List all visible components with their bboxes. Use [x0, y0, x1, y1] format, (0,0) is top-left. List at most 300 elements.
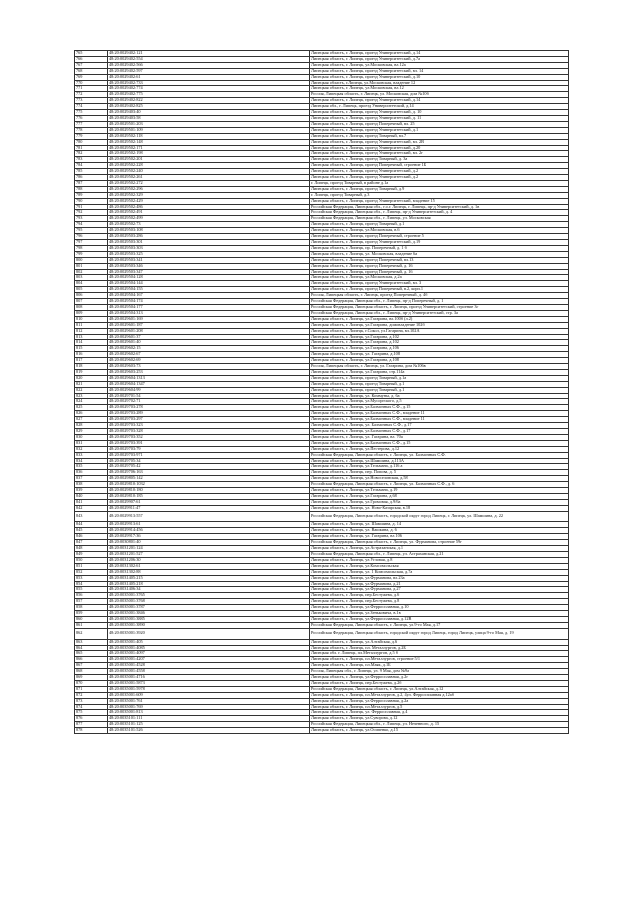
cadastral-number-cell: 48:20:0029913:557	[108, 511, 310, 522]
row-number-cell: 805	[75, 287, 108, 293]
row-number-cell: 859	[75, 611, 108, 617]
cadastral-number-cell: 48:20:0035001:3920	[108, 628, 310, 639]
cadastral-number-cell: 48:20:0029603:73	[108, 364, 310, 370]
row-number-cell: 815	[75, 346, 108, 352]
address-cell: Липецкая область, г. Липецк, проезд Товарный, д.9	[310, 186, 569, 192]
address-cell: Российская Федерация, Липецкая область, г. Липецк, ул. Фурманова, строение 59г	[310, 540, 569, 546]
address-cell: Липецкая область, г. Липецк, пер. Попова, д. 5	[310, 470, 569, 476]
address-cell: Липецкая область, г. Липецк, ул.Ферросплавная, д.12В	[310, 616, 569, 622]
address-cell: Российская Федерация, Липецкая обл., г. Липецк, ул. Московская	[310, 216, 569, 222]
cadastral-number-cell: 48:20:0029602:15	[108, 346, 310, 352]
address-cell: Россия, Липецкая область, г. Липецк, проезд Поперечный, д. 4б	[310, 293, 569, 299]
row-number-cell: 801	[75, 263, 108, 269]
row-number-cell: 838	[75, 482, 108, 488]
cadastral-number-cell: 48:20:0029602:69	[108, 358, 310, 364]
row-number-cell: 863	[75, 639, 108, 645]
cadastral-number-cell: 48:20:0029810:180	[108, 488, 310, 494]
cadastral-number-cell: 48:20:0029601:37	[108, 334, 310, 340]
address-cell: Липецкая область, г. Липецк, проезд Университетский, д.1	[310, 127, 569, 133]
cadastral-number-cell: 48:20:0029601:187	[108, 322, 310, 328]
address-cell: Липецкая область, г. Липецк, ул.Новоселовская, д.58	[310, 476, 569, 482]
address-cell: Российская Федерация, Липецкая область, г. Липецк, ул.Алтайская, д.12	[310, 686, 569, 692]
address-cell: Россия, Липецкая область, г. Липецк, ул. Московская, дом №10б	[310, 92, 569, 98]
address-cell: Липецкая область, г. Липецк, проезд Университетский, д.14	[310, 51, 569, 57]
cadastral-number-cell: 48:20:0029502:296	[108, 186, 310, 192]
address-cell: Липецкая область, г. Липецк, пр. Поперечный, д. 1 б	[310, 245, 569, 251]
address-cell: Липецкая область, г. Липецк, проезд Университетский, д.2	[310, 169, 569, 175]
address-cell: Липецкая область, г. Липецк, ул.Московская, вл.12а	[310, 62, 569, 68]
row-number-cell: 768	[75, 68, 108, 74]
address-cell: Липецкая область, г. Липецк, ул. Шамшина, д. 14	[310, 522, 569, 528]
address-cell: Липецкая область, г. Липецк, ул.Осипенко, д.15	[310, 728, 569, 734]
cadastral-number-cell: 48:20:0035001:3890	[108, 622, 310, 628]
row-number-cell: 851	[75, 563, 108, 569]
address-cell: Липецкая область, г. Липецк, проезд Поперечный, д. 16	[310, 263, 569, 269]
cadastral-number-cell: 48:20:0035001:5873	[108, 680, 310, 686]
row-number-cell: 864	[75, 645, 108, 651]
address-cell: Липецкая область, г. Липецк, ул. Вашкина, д. 6	[310, 528, 569, 534]
address-cell: Российская Федерация, Липецкая обл., г. Липецк, пр-д Университетский, д. 4	[310, 210, 569, 216]
cadastral-number-cell: 48:20:0035001:405	[108, 639, 310, 645]
cadastral-number-cell: 48:20:0029907:61	[108, 499, 310, 505]
row-number-cell: 852	[75, 569, 108, 575]
row-number-cell: 809	[75, 310, 108, 316]
row-number-cell: 788	[75, 186, 108, 192]
address-cell: Липецкая область, г. Липецк, ул.Московская, вл.12	[310, 86, 569, 92]
cadastral-number-cell: 48:20:0029502:198	[108, 151, 310, 157]
row-number-cell: 876	[75, 716, 108, 722]
cadastral-number-cell: 48:20:0029604:1313	[108, 375, 310, 381]
row-number-cell: 817	[75, 358, 108, 364]
row-number-cell: 781	[75, 145, 108, 151]
address-cell: Липецкая область, г. Липецк, пл.Металлургов, д.5	[310, 704, 569, 710]
cadastral-number-cell: 48:20:0029917:36	[108, 534, 310, 540]
address-cell: Липецкая область, г. Липецк, проезд Товарный, д.1	[310, 381, 569, 387]
cadastral-number-cell: 48:20:0029703:297	[108, 417, 310, 423]
address-cell: Липецкая область, г. Липецк, ул. Ново-Казарская, в.18	[310, 505, 569, 511]
row-number-cell: 848	[75, 546, 108, 552]
address-cell: Липецкая область, г. Липецк, ул.Алтайская, д.6	[310, 639, 569, 645]
row-number-cell: 820	[75, 375, 108, 381]
address-cell: Российская Федерация, Липецкая область, г. Липецк, ул. Балмочных С.Ф., д. 6	[310, 482, 569, 488]
address-cell: Липецкая область, г. Липецк, ул.Балмочных С.Ф., владение 11	[310, 411, 569, 417]
cadastral-number-cell: 48:20:0035001:609	[108, 692, 310, 698]
cadastral-number-cell: 48:20:0029703:391	[108, 440, 310, 446]
address-cell: Липецкая область, г. Липецк, ул. Гагарина, вл.106	[310, 534, 569, 540]
cadastral-number-cell: 48:20:0031201:527	[108, 552, 310, 558]
cadastral-number-cell: 48:20:0035001:813	[108, 710, 310, 716]
address-cell: Липецкая область, г. Липецк, проезд Товарный, д.1	[310, 222, 569, 228]
address-cell: Липецкая область, г. Липецк, ул.Фурманова, д.27	[310, 587, 569, 593]
cadastral-number-cell: 48:20:0029502:272	[108, 180, 310, 186]
cadastral-number-cell: 48:20:0029705:34	[108, 458, 310, 464]
row-number-cell: 821	[75, 381, 108, 387]
address-cell: Российская Федерация, Липецкая область, г. Липецк, проезд Университетский, строение 3г	[310, 304, 569, 310]
row-number-cell: 849	[75, 552, 108, 558]
cadastral-number-cell: 48:20:0029914:456	[108, 528, 310, 534]
address-cell: Липецкая область, г. Липецк, ул.Гагарина, стр.114а	[310, 369, 569, 375]
row-number-cell: 857	[75, 599, 108, 605]
row-number-cell: 773	[75, 98, 108, 104]
row-number-cell: 794	[75, 222, 108, 228]
row-number-cell: 813	[75, 334, 108, 340]
address-cell: Липецкая область, г. Липецк, ул.Комсомольская	[310, 563, 569, 569]
row-number-cell: 871	[75, 686, 108, 692]
row-number-cell: 777	[75, 121, 108, 127]
row-number-cell: 785	[75, 169, 108, 175]
cadastral-number-cell: 48:20:0029706:163	[108, 470, 310, 476]
address-cell: Липецкая область, г. Липецк, ул.Гагарина, д.102	[310, 340, 569, 346]
row-number-cell: 837	[75, 476, 108, 482]
row-number-cell: 769	[75, 74, 108, 80]
address-cell: Липецкая область, г. Липецк, ул.Ферросплавная, д.2г	[310, 675, 569, 681]
row-number-cell: 786	[75, 175, 108, 181]
row-number-cell: 867	[75, 663, 108, 669]
cadastral-number-cell: 48:20:0035001:3768	[108, 599, 310, 605]
row-number-cell: 790	[75, 198, 108, 204]
cadastral-number-cell: 48:20:0029402:825	[108, 104, 310, 110]
cadastral-number-cell: 48:20:0031302:88	[108, 569, 310, 575]
address-cell: Липецкая область, г. Липецк, ул.Гагарина, д.102	[310, 334, 569, 340]
cadastral-number-cell: 48:20:0029503:341	[108, 257, 310, 263]
address-cell: Липецкая область, г. Липецк, ул. Коммуны, д. 6а	[310, 393, 569, 399]
cadastral-number-cell: 48:20:0029705:42	[108, 464, 310, 470]
cadastral-number-cell: 48:20:0029502:118	[108, 133, 310, 139]
cadastral-number-cell: 48:20:0029703:352	[108, 434, 310, 440]
address-cell: Липецкая область, г. Липецк, ул.Суворова, д.12	[310, 716, 569, 722]
row-number-cell: 782	[75, 151, 108, 157]
row-number-cell: 826	[75, 411, 108, 417]
address-cell: Липецкая область, г. Липецк, ул.Гагарина, вл.100б (л.2)	[310, 316, 569, 322]
row-number-cell: 835	[75, 464, 108, 470]
address-cell: Российская Федерация, Липецкая обл., г. Липецк, пр-д Университетский, стр. 3а	[310, 310, 569, 316]
cadastral-number-cell: 48:20:0035001:3765	[108, 593, 310, 599]
row-number-cell: 839	[75, 488, 108, 494]
cadastral-number-cell: 48:20:0035001:4528	[108, 663, 310, 669]
row-number-cell: 789	[75, 192, 108, 198]
address-cell: г. Липецк, проезд Товарный, в районе д.1а	[310, 180, 569, 186]
table-row	[75, 728, 569, 734]
cadastral-number-cell: 48:20:0029503:286	[108, 234, 310, 240]
row-number-cell: 861	[75, 622, 108, 628]
address-cell: Липецкая область, г. Липецк, проезд Товарный, д. 3а	[310, 157, 569, 163]
land-plot-registry-table	[74, 50, 569, 734]
row-number-cell: 776	[75, 115, 108, 121]
row-number-cell: 803	[75, 275, 108, 281]
cadastral-number-cell: 48:20:0029502:429	[108, 198, 310, 204]
cadastral-number-cell: 48:20:0029502:148	[108, 139, 310, 145]
cadastral-number-cell: 48:20:0029502:261	[108, 175, 310, 181]
cadastral-number-cell: 48:20:0029502:486	[108, 204, 310, 210]
address-cell: Липецкая область, г. Липецк, проезд Университетский, д.14	[310, 98, 569, 104]
registry-sheet	[74, 50, 561, 873]
address-cell: Липецкая область, г. Липецк, ул.Шамшина, д.113А	[310, 458, 569, 464]
address-cell: Липецкая область, г. Липецк, ул.Зеньковича, в.1в	[310, 611, 569, 617]
row-number-cell: 792	[75, 210, 108, 216]
row-number-cell: 866	[75, 657, 108, 663]
address-cell: Российская Федерация, Липецкая обл., г. Липецк, ул. Астраханская, д.21	[310, 552, 569, 558]
address-cell: Липецкая область, г. Липецк, ул.Угловая, д.8	[310, 557, 569, 563]
address-cell: Российская Федерация, Липецкая область, городской округ город Липецк, г. Липецк, ул. Шамшина, д. 22	[310, 511, 569, 522]
address-cell: Липецкая область, г. Липецк, проезд Поперечный, д. 16	[310, 269, 569, 275]
row-number-cell: 824	[75, 399, 108, 405]
row-number-cell: 842	[75, 505, 108, 511]
address-cell: Липецкая область, г. Липецк, ул. Московская, владение 6а	[310, 251, 569, 257]
address-cell: Липецкая область, г. Липецк, проезд Поперечный, строение 5	[310, 234, 569, 240]
address-cell: Липецкая область, г. Липецк, ул. Балмочных С.Ф., д.17	[310, 423, 569, 429]
row-number-cell: 823	[75, 393, 108, 399]
address-cell: Липецкая область, г. Липецк, пл. Металлургов, д.2Б	[310, 645, 569, 651]
cadastral-number-cell: 48:20:0029502:499	[108, 216, 310, 222]
row-number-cell: 816	[75, 352, 108, 358]
cadastral-number-cell: 48:20:0029502:329	[108, 192, 310, 198]
address-cell: Липецкая обл., г. Липецк, проезд Университетский, д.14	[310, 104, 569, 110]
cadastral-number-cell: 48:20:0029502:491	[108, 210, 310, 216]
address-cell: Липецкая область, г. Липецк, ул.Тельмана, д.19	[310, 488, 569, 494]
address-cell: Липецкая область, г. Липецк, ул.Тельмана, д.116 а	[310, 464, 569, 470]
row-number-cell: 832	[75, 446, 108, 452]
cadastral-number-cell: 48:20:0035001:3885	[108, 616, 310, 622]
address-cell: Липецкая область, г. Липецк, проезд Университетский, д. 11	[310, 115, 569, 121]
row-number-cell: 865	[75, 651, 108, 657]
cadastral-number-cell: 48:20:0029504:155	[108, 287, 310, 293]
address-cell: Липецкая область, г. Липецк, проезд Товарный, д.1	[310, 387, 569, 393]
row-number-cell: 828	[75, 423, 108, 429]
row-number-cell: 779	[75, 133, 108, 139]
address-cell: Липецкая область, г. Липецк, проезд Поперечный, вл.13	[310, 257, 569, 263]
cadastral-number-cell: 48:20:0035001:4097	[108, 651, 310, 657]
address-cell: Липецкая область, г. Липецк, проезд Товарный, д.1а	[310, 375, 569, 381]
address-cell: Липецкая область, г.Липецк, ул.Московская, владение 12	[310, 80, 569, 86]
row-number-cell: 783	[75, 157, 108, 163]
cadastral-number-cell: 48:20:0029402:61	[108, 74, 310, 80]
cadastral-number-cell: 48:20:0035001:4207	[108, 657, 310, 663]
address-cell: Липецкая область, г. Липецк, ул. Гагарина, вл. 70а	[310, 434, 569, 440]
address-cell: Липецкая область, г. Липецк, проезд Товарный, вл.7	[310, 133, 569, 139]
address-cell: Липецкая область, г. Липецк, ул.Пестерова, д.12	[310, 446, 569, 452]
row-number-cell: 778	[75, 127, 108, 133]
address-cell: Липецкая область, г. Липецк, проезд Поперечный, строение 1Б	[310, 163, 569, 169]
address-cell: Липецкая область, г. Липецк, проезд Университетский, вл. 3	[310, 281, 569, 287]
cadastral-number-cell: 48:20:0035001:4716	[108, 675, 310, 681]
address-cell: Российская Федерация, Липецкая область, г. Липецк, ул.9-го Мая, д.17	[310, 622, 569, 628]
cadastral-number-cell: 48:20:0029403:40	[108, 110, 310, 116]
row-number-cell: 798	[75, 245, 108, 251]
cadastral-number-cell: 48:20:0029503:347	[108, 269, 310, 275]
address-cell: Липецкая область, г. Липецк, ул.Балмочных С.Ф., д.15	[310, 440, 569, 446]
row-number-cell: 804	[75, 281, 108, 287]
row-number-cell: 855	[75, 587, 108, 593]
address-cell: Липецкая область, г. Липецк, ул.Мусоргского, д.5	[310, 399, 569, 405]
cadastral-number-cell: 48:20:0029503:108	[108, 228, 310, 234]
address-cell: Липецкая область, г. Липецк, ул.Московская, в.6	[310, 228, 569, 234]
cadastral-number-cell: 48:20:0029911:47	[108, 505, 310, 511]
cadastral-number-cell: 48:20:0029503:346	[108, 263, 310, 269]
row-number-cell: 846	[75, 534, 108, 540]
cadastral-number-cell: 48:20:0029604:1347	[108, 381, 310, 387]
address-cell: Липецкая область, г. Липецк, пл.Маяк, д.1Б	[310, 663, 569, 669]
cadastral-number-cell: 48:20:0035101:111	[108, 716, 310, 722]
cadastral-number-cell: 48:20:0029504:144	[108, 281, 310, 287]
cadastral-number-cell: 48:20:0029601:208	[108, 328, 310, 334]
address-cell: Российская Федерация, Липецкая область, г. Липецк, ул. Балмочных С.Ф.	[310, 452, 569, 458]
cadastral-number-cell: 48:20:0029403:58	[108, 115, 310, 121]
row-number-cell: 802	[75, 269, 108, 275]
row-number-cell: 874	[75, 704, 108, 710]
address-cell: Липецкая область, г. Липецк, ул.Громовая, д.9/6а	[310, 499, 569, 505]
row-number-cell: 767	[75, 62, 108, 68]
cadastral-number-cell: 48:20:0035101:125	[108, 722, 310, 728]
cadastral-number-cell: 48:20:0029503:325	[108, 251, 310, 257]
row-number-cell: 810	[75, 316, 108, 322]
address-cell: Липецкая область, г. Липецк, проезд Поперечный, в.2, корп.1	[310, 287, 569, 293]
cadastral-number-cell: 48:20:0029601:169	[108, 316, 310, 322]
address-cell: Липецкая область, г. Липецк, пер.Бестужева, д.2б	[310, 680, 569, 686]
address-cell: Российская Федерация, Липецкая обл., г.о.г. Липецк, г. Липецк, пр-д Университетский, д. 1в	[310, 204, 569, 210]
address-cell: Липецкая область, г. Липецк, проезд Университетский, д.2	[310, 175, 569, 181]
address-cell: Липецкая область, г. Липецк, пер.Бестужева, д.6	[310, 593, 569, 599]
address-cell: Липецкая область, г. Липецк, ул.Ферросплавная, д.2а	[310, 698, 569, 704]
address-cell: Липецкая область, г. Липецк, пл.Металлургов, д.2, 4ул. Ферросплавная д.12аб	[310, 692, 569, 698]
address-cell: Липецкая область, г. Липецк, ул.Гагарина, д.108	[310, 358, 569, 364]
row-number-cell: 834	[75, 458, 108, 464]
address-cell: Липецкая область, г. Липецк, пер.Бестужева, д.8	[310, 599, 569, 605]
address-cell: Липецкая область, г. Липецк, ул.Балмочных С.Ф., владение 11	[310, 417, 569, 423]
row-number-cell: 799	[75, 251, 108, 257]
address-cell: Россия, Липецкая область, г. Липецк, ул. Гагарина, дом №106в	[310, 364, 569, 370]
address-cell: Российская Федерация, Липецкая обл., г. Липецк, пр-д Поперечный, д. 1	[310, 299, 569, 305]
cadastral-number-cell: 48:20:0029402:597	[108, 68, 310, 74]
cadastral-number-cell: 48:20:0031405:218	[108, 581, 310, 587]
cadastral-number-cell: 48:20:0029603:253	[108, 369, 310, 375]
row-number-cell: 771	[75, 86, 108, 92]
address-cell: Липецкая область, г. Липецк, проезд Университетский, д.10	[310, 74, 569, 80]
row-number-cell: 791	[75, 204, 108, 210]
cadastral-number-cell: 48:20:0029701:54	[108, 393, 310, 399]
address-cell: Липецкая область, г. Липецк, проезд Университетский, владение 15	[310, 198, 569, 204]
cadastral-number-cell: 48:20:0029913:61	[108, 522, 310, 528]
row-number-cell: 787	[75, 180, 108, 186]
cadastral-number-cell: 48:20:0029703:971	[108, 452, 310, 458]
cadastral-number-cell: 48:20:0029402:121	[108, 51, 310, 57]
row-number-cell: 860	[75, 616, 108, 622]
row-number-cell: 814	[75, 340, 108, 346]
row-number-cell: 774	[75, 104, 108, 110]
cadastral-number-cell: 48:20:0029502:240	[108, 169, 310, 175]
cadastral-number-cell: 48:20:0029503:303	[108, 245, 310, 251]
cadastral-number-cell: 48:20:0029602:67	[108, 352, 310, 358]
cadastral-number-cell: 48:20:0029502:73	[108, 222, 310, 228]
address-cell: Липецкая область, г. Липецк, проезд Университетский, вл. 2г	[310, 151, 569, 157]
row-number-cell: 822	[75, 387, 108, 393]
row-number-cell: 784	[75, 163, 108, 169]
registry-table-body	[75, 51, 569, 734]
address-cell: Липецкая область, г. Липецк, проезд Университетский, д.20	[310, 145, 569, 151]
address-cell: Липецкая область, г. Липецк, ул.Гагарина, домовладение 102б	[310, 322, 569, 328]
address-cell: Липецкая область, г. Липецк, ул.Балмочных С.Ф., д.17	[310, 429, 569, 435]
address-cell: Липецкая область, г. Липецк, ул.Астраханская, д.1	[310, 546, 569, 552]
row-number-cell: 800	[75, 257, 108, 263]
cadastral-number-cell: 48:20:0029504:313	[108, 310, 310, 316]
row-number-cell: 878	[75, 728, 108, 734]
row-number-cell: 807	[75, 299, 108, 305]
cadastral-number-cell: 48:20:0029402:775	[108, 92, 310, 98]
cadastral-number-cell: 48:20:0029703:278	[108, 405, 310, 411]
row-number-cell: 856	[75, 593, 108, 599]
row-number-cell: 841	[75, 499, 108, 505]
address-cell: Липецкая область, г. Липецк, ул. 1 Комсомольская, д.7а	[310, 569, 569, 575]
table-row	[75, 628, 569, 639]
row-number-cell: 853	[75, 575, 108, 581]
cadastral-number-cell: 48:20:0029703:328	[108, 429, 310, 435]
address-cell: Липецкая область, г. Липецк, ул.Фурманова, д.21	[310, 581, 569, 587]
row-number-cell: 797	[75, 240, 108, 246]
cadastral-number-cell: 48:20:0035001:769	[108, 704, 310, 710]
address-cell: Липецкая обл. г. Липецк, пл.Металлургов, д.5 б	[310, 651, 569, 657]
address-cell: Россия, Липецкая обл., г. Липецк, ул. 9 Мая, дом №9а	[310, 669, 569, 675]
row-number-cell: 833	[75, 452, 108, 458]
row-number-cell: 845	[75, 528, 108, 534]
row-number-cell: 796	[75, 234, 108, 240]
cadastral-number-cell: 48:20:0029604:99	[108, 387, 310, 393]
row-number-cell: 770	[75, 80, 108, 86]
address-cell: Липецкая область, г. Липецк, проезд Университетский, д.7а	[310, 56, 569, 62]
address-cell: Липецкая область, г. Липецк, ул.Гагарина, д.106	[310, 346, 569, 352]
row-number-cell: 775	[75, 110, 108, 116]
row-number-cell: 808	[75, 304, 108, 310]
cadastral-number-cell: 48:20:0029504:167	[108, 293, 310, 299]
cadastral-number-cell: 48:20:0029501:203	[108, 121, 310, 127]
cadastral-number-cell: 48:20:0029703:323	[108, 423, 310, 429]
cadastral-number-cell: 48:20:0029504:177	[108, 304, 310, 310]
row-number-cell: 765	[75, 51, 108, 57]
row-number-cell: 830	[75, 434, 108, 440]
address-cell: Липецкая область, г. Липецк, ул.Фурманова, вл.23а	[310, 575, 569, 581]
cadastral-number-cell: 48:20:0029504:128	[108, 275, 310, 281]
cadastral-number-cell: 48:20:0029402:733	[108, 80, 310, 86]
row-number-cell: 858	[75, 605, 108, 611]
row-number-cell: 869	[75, 675, 108, 681]
address-cell: Липецкая область, г. Липецк, проезд Университетский, д.19	[310, 240, 569, 246]
cadastral-number-cell: 48:20:0030801:40	[108, 540, 310, 546]
cadastral-number-cell: 48:20:0035001:5978	[108, 686, 310, 692]
address-cell: Липецкая область, г. Липецк, г.Сокол, ул.Гагарина, вл.102А	[310, 328, 569, 334]
row-number-cell: 829	[75, 429, 108, 435]
row-number-cell: 806	[75, 293, 108, 299]
row-number-cell: 862	[75, 628, 108, 639]
cadastral-number-cell: 48:20:0029501:109	[108, 127, 310, 133]
cadastral-number-cell: 48:20:0029502:171	[108, 145, 310, 151]
cadastral-number-cell: 48:20:0031206:30	[108, 557, 310, 563]
table-row	[75, 511, 569, 522]
cadastral-number-cell: 48:20:0031201:124	[108, 546, 310, 552]
row-number-cell: 854	[75, 581, 108, 587]
row-number-cell: 793	[75, 216, 108, 222]
row-number-cell: 875	[75, 710, 108, 716]
cadastral-number-cell: 48:20:0035001:761	[108, 698, 310, 704]
row-number-cell: 772	[75, 92, 108, 98]
cadastral-number-cell: 48:20:0029601:40	[108, 340, 310, 346]
row-number-cell: 844	[75, 522, 108, 528]
address-cell: Российская Федерация, Липецкая область, городской округ город Липецк, город Липецк, улица 9-го Мая, д. 19	[310, 628, 569, 639]
cadastral-number-cell: 48:20:0029402:566	[108, 62, 310, 68]
cadastral-number-cell: 48:20:0035001:3846	[108, 611, 310, 617]
row-number-cell: 827	[75, 417, 108, 423]
cadastral-number-cell: 48:20:0029702:71	[108, 399, 310, 405]
cadastral-number-cell: 48:20:0035001:4085	[108, 645, 310, 651]
row-number-cell: 847	[75, 540, 108, 546]
address-cell: Липецкая область, г. Липецк, проезд Университетский, вл. 14	[310, 68, 569, 74]
